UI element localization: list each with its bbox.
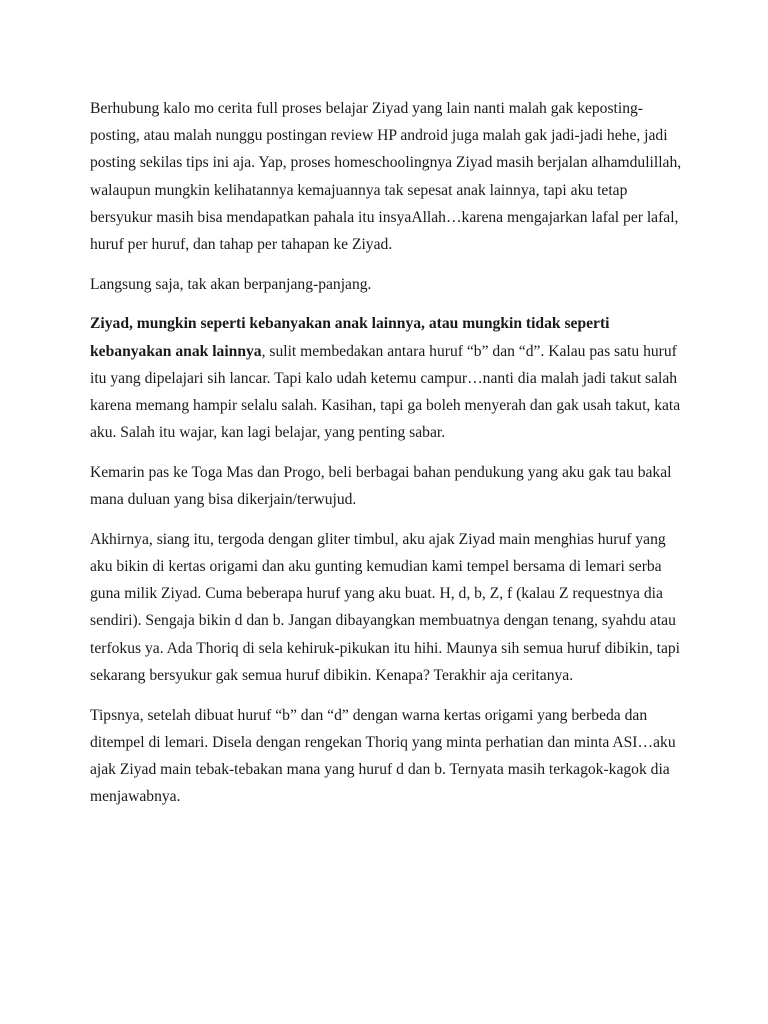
paragraph-text: , sulit membedakan antara huruf “b” dan “d”. Kalau pas satu huruf itu yang dipelajari sih lancar. Tapi kalo udah ketemu campur…nanti dia malah jadi takut salah karena memang hampir selalu salah. Kasihan, tapi ga boleh menyerah dan gak usah takut, kata aku. Salah itu wajar, kan lagi belajar, yang penting sabar. [90, 342, 681, 442]
paragraph-text: Langsung saja, tak akan berpanjang-panjang. [90, 275, 372, 293]
document-body [90, 95, 688, 823]
paragraph-bold-lead [90, 310, 688, 446]
paragraph-short [90, 271, 688, 298]
paragraph-text: Akhirnya, siang itu, tergoda dengan gliter timbul, aku ajak Ziyad main menghias huruf yang aku bikin di kertas origami dan aku gunting kemudian kami tempel bersama di lemari serba guna milik Ziyad. Cuma beberapa huruf yang aku buat. H, d, b, Z, f (kalau Z requestnya dia sendiri). Sengaja bikin d dan b. Jangan dibayangkan membuatnya dengan tenang, syahdu atau terfokus ya. Ada Thoriq di sela kehiruk-pikukan itu hihi. Maunya sih semua huruf dibikin, tapi sekarang bersyukur gak semua huruf dibikin. Kenapa? Terakhir aja ceritanya. [90, 530, 681, 684]
paragraph-text: Kemarin pas ke Toga Mas dan Progo, beli berbagai bahan pendukung yang aku gak tau bakal mana duluan yang bisa dikerjain/terwujud. [90, 463, 672, 509]
paragraph-activity [90, 526, 688, 689]
paragraph-text: Tipsnya, setelah dibuat huruf “b” dan “d” dengan warna kertas origami yang berbeda dan ditempel di lemari. Disela dengan rengekan Thoriq yang minta perhatian dan minta ASI…aku ajak Ziyad main tebak-tebakan mana yang huruf d dan b. Ternyata masih terkagok-kagok dia menjawabnya. [90, 706, 676, 806]
paragraph-shopping [90, 459, 688, 513]
paragraph-bold-text: Ziyad, mungkin seperti kebanyakan anak lainnya, atau mungkin tidak seperti kebanyakan anak lainnya [90, 315, 610, 360]
paragraph-tips [90, 702, 688, 811]
paragraph-intro [90, 95, 688, 258]
paragraph-text: Berhubung kalo mo cerita full proses belajar Ziyad yang lain nanti malah gak keposting-posting, atau malah nunggu postingan review HP android juga malah gak jadi-jadi hehe, jadi posting sekilas tips ini aja. Yap, proses homeschoolingnya Ziyad masih berjalan alhamdulillah, walaupun mungkin kelihatannya kemajuannya tak sepesat anak lainnya, tapi aku tetap bersyukur masih bisa mendapatkan pahala itu insyaAllah…karena mengajarkan lafal per lafal, huruf per huruf, dan tahap per tahapan ke Ziyad. [90, 100, 682, 254]
